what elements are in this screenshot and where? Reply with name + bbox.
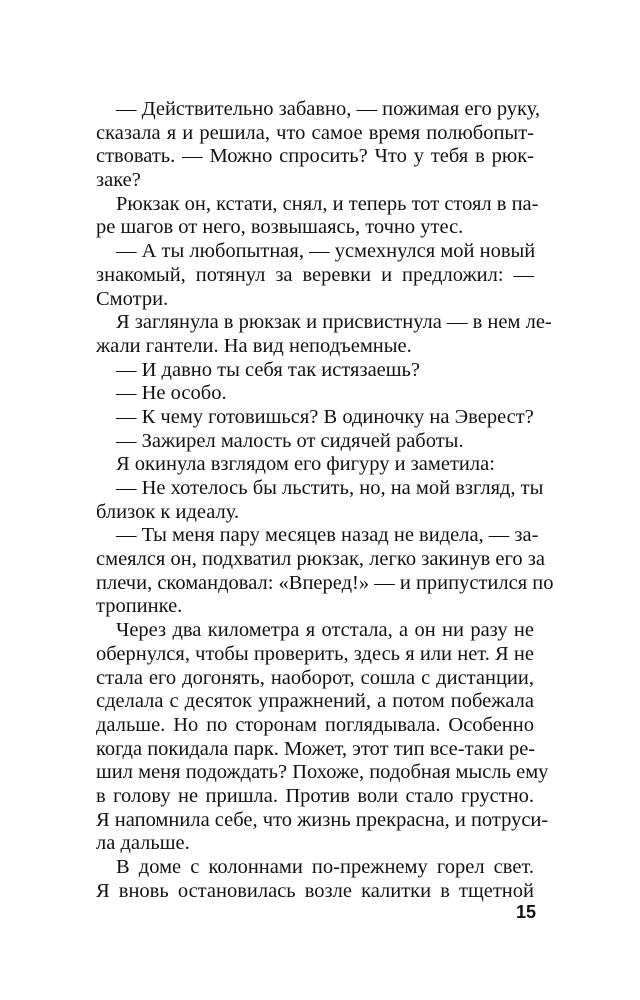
text-line: Рюкзак он, кстати, снял, и теперь тот стоял в па- xyxy=(116,192,539,215)
text-line: — Не хотелось бы льстить, но, на мой взгляд, ты xyxy=(116,477,544,499)
text-line: когда покидала парк. Может, этот тип все-таки ре- xyxy=(96,737,536,760)
page-number: 15 xyxy=(515,902,536,922)
text-line: сделала с десяток упражнений, а потом побежала xyxy=(96,690,534,713)
text-line: дальше. Но по сторонам поглядывала. Особенно xyxy=(96,713,534,736)
text-line: — Не особо. xyxy=(116,382,227,405)
text-line: обернулся, чтобы проверить, здесь я или нет. Я не xyxy=(96,642,534,665)
text-line: ре шагов от него, возвышаясь, точно утес. xyxy=(96,216,464,239)
text-line: — А ты любопытная, — усмехнулся мой новый xyxy=(116,240,536,263)
text-line: плечи, скомандовал: «Вперед!» — и припустился по xyxy=(96,571,554,594)
text-line: Я заглянула в рюкзак и присвистнула — в нем ле- xyxy=(116,311,552,334)
text-line: Я напомнила себе, что жизнь прекрасна, и потруси- xyxy=(96,808,549,831)
text-line: близок к идеалу. xyxy=(96,500,240,523)
text-line: В доме с колоннами по-прежнему горел свет. xyxy=(116,856,534,878)
text-line: заке? xyxy=(96,169,141,192)
text-line: Через два километра я отстала, а он ни разу не xyxy=(116,619,534,642)
text-line: Я окинула взглядом его фигуру и заметила: xyxy=(116,453,495,476)
text-line: — Действительно забавно, — пожимая его руку, xyxy=(116,98,541,120)
text-line: сказала я и решила, что самое время полюбопыт- xyxy=(96,121,534,144)
text-line: ла дальше. xyxy=(96,832,190,855)
text-line: стала его догонять, наоборот, сошла с дистанции, xyxy=(96,666,534,689)
text-line: тропинке. xyxy=(96,595,183,618)
text-line: — Зажирел малость от сидячей работы. xyxy=(116,429,464,452)
text-line: смеялся он, подхватил рюкзак, легко закинув его за xyxy=(96,548,545,571)
text-line: шил меня подождать? Похоже, подобная мысль ему xyxy=(96,761,549,784)
text-line: — Ты меня пару месяцев назад не видела, — за- xyxy=(116,524,539,547)
text-line: Смотри. xyxy=(96,287,169,310)
text-line: ствовать. — Можно спросить? Что у тебя в рюк- xyxy=(96,145,534,168)
text-line: знакомый, потянул за веревки и предложил: — xyxy=(96,263,534,286)
page-body-text xyxy=(96,98,554,903)
text-line: в голову не пришла. Против воли стало грустно. xyxy=(96,784,534,807)
text-line: Я вновь остановилась возле калитки в тщетной xyxy=(96,879,534,902)
text-line: жали гантели. На вид неподъемные. xyxy=(96,334,412,357)
text-line: — К чему готовишься? В одиночку на Эверест? xyxy=(116,405,534,428)
text-line: — И давно ты себя так истязаешь? xyxy=(116,358,420,381)
